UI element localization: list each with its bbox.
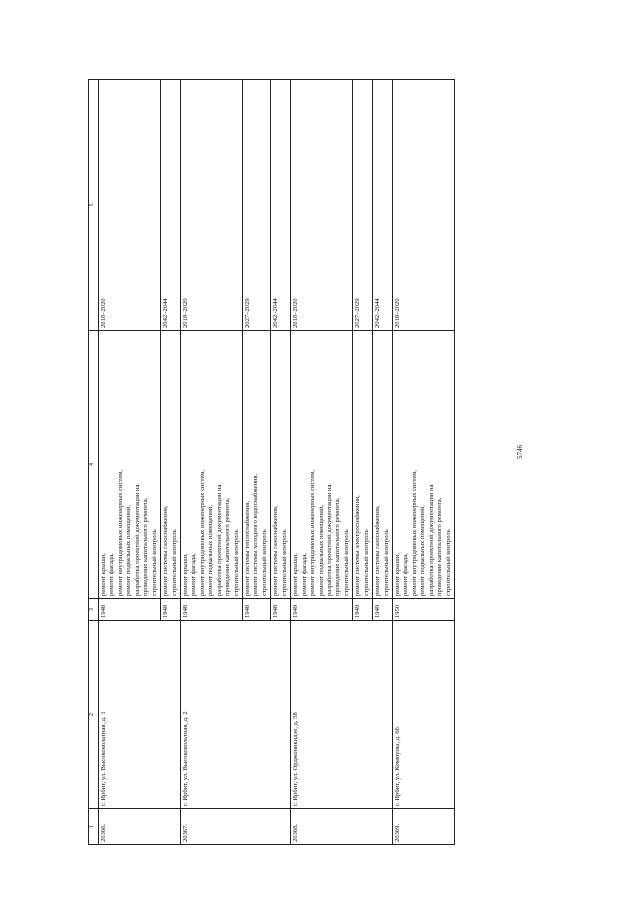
table-row — [291, 80, 353, 845]
column-header: 3 — [89, 599, 99, 621]
period-cell: 2042–2044 — [271, 80, 291, 331]
page-number: 5746 — [516, 445, 524, 459]
work-item: строительный контроль — [342, 529, 350, 596]
year-cell: 1948 — [180, 599, 242, 621]
work-item: ремонт фасада, — [108, 553, 116, 596]
work-item: ремонт системы газоснабжения, — [162, 505, 170, 596]
works-cell — [161, 331, 181, 599]
work-item: ремонт подвальных помещений, — [125, 505, 133, 596]
work-item: проведение капитального ремонта, — [334, 497, 342, 596]
period-cell: 2027–2029 — [243, 80, 271, 331]
row-number: 20369. — [393, 809, 455, 845]
year-cell: 1948 — [99, 599, 161, 621]
year-cell: 1948 — [243, 599, 271, 621]
work-item: ремонт фасада, — [300, 553, 308, 596]
address-cell: г. Ирбит, ул. Коммуны, д. 66 — [393, 621, 455, 809]
work-item: проведение капитального ремонта, — [224, 497, 232, 596]
work-item: строительный контроль — [150, 529, 158, 596]
period-cell: 2027–2029 — [353, 80, 373, 331]
row-number: 20367. — [180, 809, 290, 845]
period-cell: 2018–2020 — [291, 80, 353, 331]
work-item: ремонт крыши, — [394, 553, 401, 596]
period-cell: 2018–2020 — [180, 80, 242, 331]
column-header: 2 — [89, 621, 99, 809]
works-cell — [373, 331, 393, 599]
work-item: ремонт внутридомовых инженерных систем, — [198, 469, 206, 596]
work-item: строительный контроль — [444, 529, 452, 596]
year-cell: 1948 — [271, 599, 291, 621]
work-item: ремонт системы холодного водоснабжения, — [252, 473, 260, 596]
period-cell: 2018–2020 — [393, 80, 455, 331]
year-cell: 1948 — [161, 599, 181, 621]
work-item: строительный контроль — [232, 529, 240, 596]
table-body — [99, 80, 455, 845]
work-item: разработка проектной документации на — [427, 484, 435, 596]
works-cell — [291, 331, 353, 599]
work-item: проведение капитального ремонта, — [436, 497, 444, 596]
column-header: 5 — [89, 80, 99, 331]
row-number: 20368. — [291, 809, 393, 845]
work-item: ремонт подвальных помещений, — [207, 505, 215, 596]
works-cell — [99, 331, 161, 599]
work-item: ремонт системы газоснабжения, — [272, 505, 280, 596]
work-item: ремонт крыши, — [100, 553, 107, 596]
address-cell: г. Ирбит, ул. Орджоникидзе, д. 58 — [291, 621, 393, 809]
header-row — [89, 80, 99, 845]
works-cell — [353, 331, 373, 599]
year-cell: 1949 — [373, 599, 393, 621]
work-item: ремонт системы газоснабжения, — [374, 505, 382, 596]
work-item: ремонт внутридомовых инженерных систем, — [116, 469, 124, 596]
year-cell: 1950 — [393, 599, 455, 621]
address-cell: г. Ирбит, ул. Высоковольтная, д. 2 — [180, 621, 290, 809]
work-item: разработка проектной документации на — [215, 484, 223, 596]
work-item: строительный контроль — [260, 529, 268, 596]
rotated-table-wrapper — [88, 80, 589, 845]
work-item: ремонт фасада, — [190, 553, 198, 596]
work-item: строительный контроль — [382, 529, 390, 596]
capital-repair-table — [88, 79, 455, 845]
work-item: ремонт системы теплоснабжения, — [244, 501, 251, 596]
year-cell: 1949 — [291, 599, 353, 621]
table-row — [180, 80, 242, 845]
work-item: строительный контроль — [362, 529, 370, 596]
work-item: ремонт внутридомовых инженерных систем, — [309, 469, 317, 596]
work-item: разработка проектной документации на — [325, 484, 333, 596]
work-item: ремонт внутридомовых инженерных систем, — [410, 469, 418, 596]
works-cell — [243, 331, 271, 599]
work-item: строительный контроль — [280, 529, 288, 596]
work-item: ремонт крыши, — [292, 553, 300, 596]
work-item: ремонт подвальных помещений, — [419, 505, 427, 596]
address-cell: г. Ирбит, ул. Высоковольтная, д. 1 — [99, 621, 181, 809]
works-cell — [271, 331, 291, 599]
column-header: 4 — [89, 331, 99, 599]
work-item: ремонт фасада, — [402, 553, 410, 596]
work-item: разработка проектной документации на — [133, 484, 141, 596]
table-row — [99, 80, 161, 845]
works-cell — [180, 331, 242, 599]
work-item: ремонт крыши, — [181, 553, 189, 596]
table-row — [393, 80, 455, 845]
column-header: 1 — [89, 809, 99, 845]
work-item: проведение капитального ремонта, — [142, 497, 150, 596]
period-cell: 2042–2044 — [373, 80, 393, 331]
period-cell: 2042–2044 — [161, 80, 181, 331]
work-item: ремонт системы электроснабжения, — [354, 495, 362, 596]
period-cell: 2018–2020 — [99, 80, 161, 331]
row-number: 20366. — [99, 809, 181, 845]
work-item: ремонт подвальных помещений, — [317, 505, 325, 596]
year-cell: 1949 — [353, 599, 373, 621]
work-item: строительный контроль — [170, 529, 178, 596]
works-cell — [393, 331, 455, 599]
